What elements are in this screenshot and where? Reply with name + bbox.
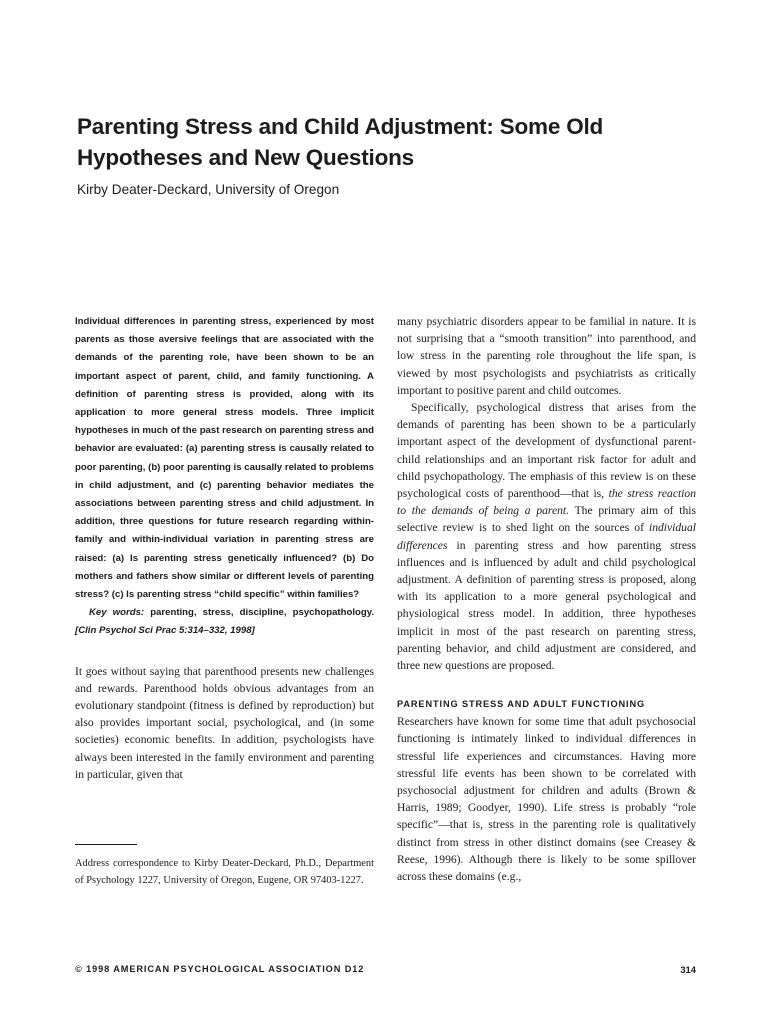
section-heading: PARENTING STRESS AND ADULT FUNCTIONING — [397, 699, 646, 710]
copyright-footer: © 1998 AMERICAN PSYCHOLOGICAL ASSOCIATION D12 — [75, 964, 365, 974]
journal-citation: [Clin Psychol Sci Prac 5:314–332, 1998] — [75, 625, 255, 637]
body-paragraph-1: many psychiatric disorders appear to be familial in nature. It is not surprising that a “smooth transition” into parenthood, and low stress in the parenting role throughout the life span, is viewed by most psychologists and psychiatrists as critically important to positive parent and child outcomes. — [397, 315, 696, 397]
article-title-line-2: Hypotheses and New Questions — [77, 145, 414, 170]
emphasis-individual-differences: individual differences — [397, 521, 696, 552]
emphasis-stress-reaction: the stress reaction to the demands of being a parent. — [397, 487, 697, 518]
author-byline: Kirby Deater-Deckard, University of Oregon — [77, 182, 340, 197]
body-paragraph-2-part-2: The primary aim of this selective review is to shed light on the sources of — [397, 504, 696, 535]
abstract: Individual differences in parenting stress, experienced by most parents as those aversive feelings that are associated with the demands of the parenting role, have been shown to be an important aspect of parent, child, and family functioning. A definition of parenting stress is provided, along with its application to more general stress models. Three implicit hypotheses in much of the past research on parenting stress and behavior are evaluated: (a) parenting stress is causally related to poor parenting, (b) poor parenting is causally related to problems in child adjustment, and (c) parenting behavior mediates the associations between parenting stress and child adjustment. In addition, three questions for future research regarding within-family and within-individual variation in parenting stress are raised: (a) Is parenting stress genetically influenced? (b) Do mothers and fathers show similar or different levels of parenting stress? (c) Is parenting stress “child specific” within families? — [75, 316, 374, 601]
article-title — [77, 111, 677, 173]
body-paragraph-2 — [397, 399, 696, 674]
body-paragraph-2-part-1: Specifically, psychological distress that arises from the demands of parenting has been shown to be a particularly important aspect of the development of dysfunctional parent-child relationships and an important risk factor for adult and child psychopathology. The emphasis of this review is on these psychological costs of parenthood—that is, — [397, 401, 696, 501]
page-number: 314 — [680, 964, 696, 975]
body-paragraph-2-part-3: in parenting stress and how parenting stress influences and is influenced by adult and child psychological adjustment. A definition of parenting stress is proposed, along with its application to a more general psychological and physiological stress model. In addition, three hypotheses implicit in most of the past research on parenting stress, parenting behavior, and child adjustment are considered, and three new questions are proposed. — [397, 538, 696, 673]
left-column — [75, 313, 374, 783]
right-column — [397, 313, 696, 885]
article-title-line-1: Parenting Stress and Child Adjustment: Some Old — [77, 114, 604, 139]
footnote-divider — [75, 844, 137, 845]
keywords-label: Key words: — [89, 607, 145, 619]
keywords-terms: parenting, stress, discipline, psychopathology. — [144, 607, 374, 619]
body-paragraph-3: Researchers have known for some time that adult psychosocial functioning is intimately linked to individual differences in stressful life experiences and circumstances. Having more stressful life events has been shown to be correlated with psychosocial adjustment for children and adults (Brown & Harris, 1989; Goodyer, 1990). Life stress is probably “role specific”—that is, stress in the parenting role is qualitatively distinct from stress in other distinct domains (see Creasey & Reese, 1996). Although there is likely to be some spillover across these domains (e.g., — [397, 715, 696, 884]
correspondence-footnote: Address correspondence to Kirby Deater-Deckard, Ph.D., Department of Psychology 1227, University of Oregon, Eugene, OR 97403-1227. — [75, 858, 374, 886]
keywords — [75, 604, 374, 640]
intro-paragraph: It goes without saying that parenthood presents new challenges and rewards. Parenthood holds obvious advantages from an evolutionary standpoint (fitness is defined by reproduction) but also provides important social, psychological, and (in some societies) economic benefits. In addition, psychologists have always been interested in the family environment and parenting in particular, given that — [75, 664, 374, 781]
